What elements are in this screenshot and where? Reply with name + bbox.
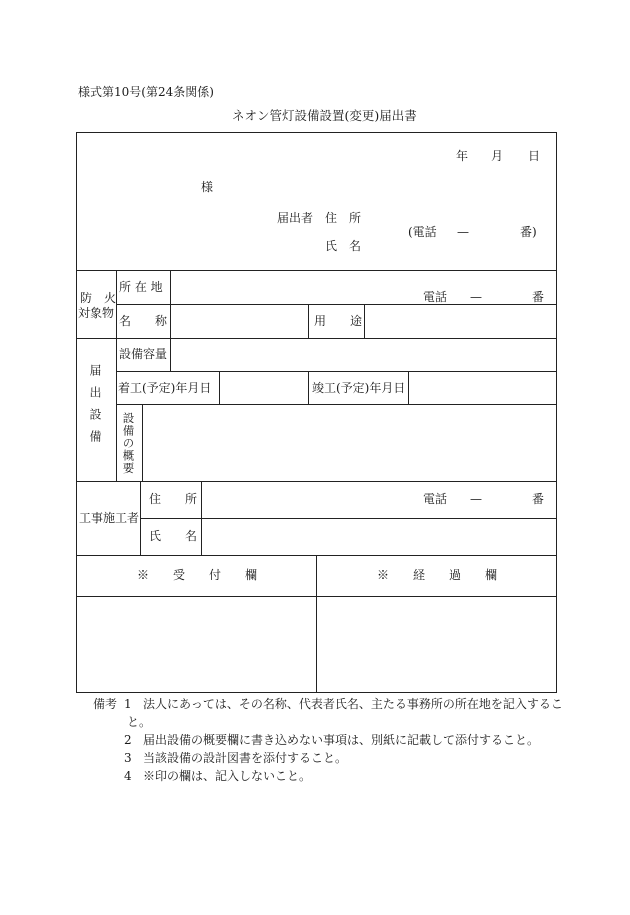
notifier-label: 届出者 [277,211,314,225]
contractor-phone-ban: 番 [532,492,545,506]
note-3-number: 3 [124,751,132,765]
location-label: 所 在 地 [119,280,163,294]
notes-head: 備考 [93,697,118,711]
target-phone-dash: — [470,290,482,304]
equipment-section-label: 届出設備 [88,364,102,452]
notifier-phone-close: 番) [520,225,537,239]
note-1-number: 1 [124,697,132,711]
contractor-label: 工事施工者 [79,511,140,525]
notifier-phone-dash: — [457,225,469,239]
notifier-phone-open: (電話 [408,225,437,239]
outline-label: 設備の概要 [121,412,136,475]
completion-date-label: 竣工(予定)年月日 [312,381,406,395]
fire-target-label-2: 対象物 [78,306,115,320]
target-use-label: 用 途 [314,314,363,328]
note-3-text: 当該設備の設計図書を添付すること。 [143,751,348,765]
note-4-text: ※印の欄は、記入しないこと。 [143,769,312,783]
contractor-phone-label: 電話 [423,492,448,506]
contractor-name-label: 氏 名 [149,529,198,543]
capacity-label: 設備容量 [119,347,168,361]
form-title: ネオン管灯設備設置(変更)届出書 [232,108,417,123]
form-number: 様式第10号(第24条関係) [78,85,214,99]
addressee-sama: 様 [201,180,214,194]
reception-column-header: ※ 受 付 欄 [137,568,258,582]
notifier-name-label: 氏 名 [325,239,362,253]
note-1-continuation: と。 [127,715,152,729]
note-4-number: 4 [124,769,132,783]
date-year-label: 年 [456,149,469,163]
contractor-address-label: 住 所 [149,492,198,506]
target-name-label: 名 称 [119,314,168,328]
notifier-address-label: 住 所 [325,211,362,225]
progress-column-header: ※ 経 過 欄 [377,568,498,582]
fire-target-label-1: 防 火 [80,291,117,305]
contractor-phone-dash: — [470,492,482,506]
start-date-label: 着工(予定)年月日 [118,381,212,395]
note-2-number: 2 [124,733,132,747]
date-month-label: 月 [491,149,504,163]
date-day-label: 日 [528,149,541,163]
target-phone-ban: 番 [532,290,545,304]
note-1-text: 法人にあっては、その名称、代表者氏名、主たる事務所の所在地を記入するこ [143,697,563,711]
target-phone-label: 電話 [423,290,448,304]
note-2-text: 届出設備の概要欄に書き込めない事項は、別紙に記載して添付すること。 [143,733,540,747]
